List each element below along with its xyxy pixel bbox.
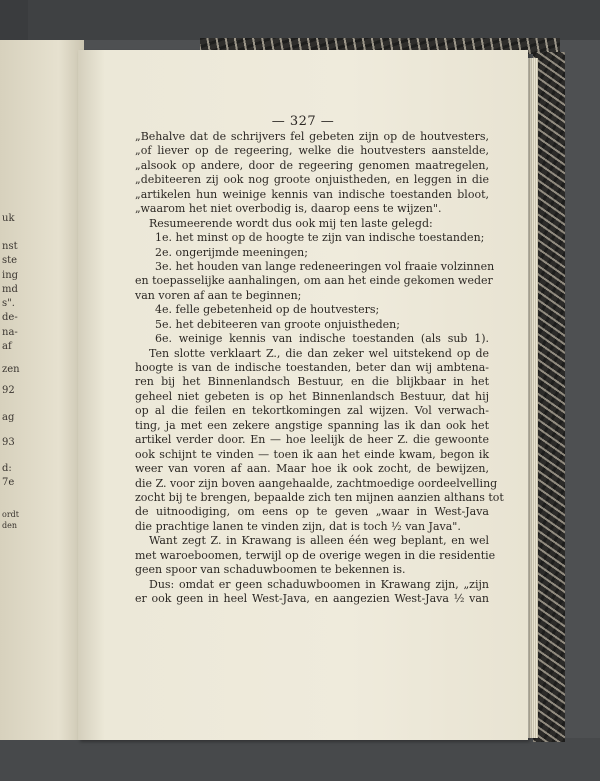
background-top	[0, 0, 600, 40]
text-line: geen spoor van schaduwboomen te bekennen is.	[135, 563, 406, 577]
text-line: artikel verder door. En — hoe leelijk de heer Z. die gewoonte	[135, 433, 489, 447]
text-line: op al die feilen en tekortkomingen zal wijzen. Vol verwach-	[135, 404, 489, 418]
left-page-fragment: 92	[2, 385, 15, 396]
left-page-fragments	[0, 40, 84, 740]
text-line: hoogte is van de indische toestanden, beter dan wij ambtena-	[135, 361, 489, 374]
text-line: ting, ja met een zekere angstige spanning las ik dan ook het	[135, 418, 489, 432]
text-line: geheel niet gebeten is op het Binnenlandsch Bestuur, dat hij	[135, 389, 489, 403]
left-page-fragment: 93	[2, 437, 15, 448]
text-line: van voren af aan te beginnen;	[135, 288, 302, 302]
text-line: 6e. weinige kennis van indische toestanden (als sub 1).	[155, 332, 489, 346]
left-page	[0, 40, 84, 740]
text-line: „waarom het niet overbodig is, daarop eens te wijzen".	[135, 202, 442, 216]
left-page-fragment: den	[2, 521, 18, 530]
left-page-fragment: uk	[2, 213, 15, 224]
text-line: weer van voren af aan. Maar hoe ik ook zocht, de bewijzen,	[135, 462, 489, 476]
text-line: Dus: omdat er geen schaduwboomen in Krawang zijn, „zijn	[149, 577, 489, 591]
text-line: de uitnoodiging, om eens op te geven „waar in West-Java	[135, 505, 489, 519]
left-page-fragment: na-	[2, 327, 18, 338]
background-bottom	[0, 738, 600, 781]
left-page-fragment: ste	[2, 255, 18, 266]
text-line: 4e. felle gebetenheid op de houtvesters;	[155, 303, 380, 317]
left-page-fragment: af	[2, 341, 12, 352]
text-line: zocht bij te brengen, bepaalde zich ten mijnen aanzien althans tot	[135, 490, 504, 504]
left-page-fragment: ing	[2, 270, 19, 281]
text-line: Resumeerende wordt dus ook mij ten laste gelegd:	[149, 216, 433, 230]
left-page-fragment: 7e	[2, 477, 15, 488]
text-line: ook schijnt te vinden — toen ik aan het einde kwam, begon ik	[135, 447, 489, 461]
left-page-fragment: md	[2, 284, 18, 295]
text-line: Ten slotte verklaart Z., die dan zeker wel uitstekend op de	[149, 346, 489, 360]
text-line: Want zegt Z. in Krawang is alleen één weg beplant, en wel	[149, 534, 489, 548]
text-line: ren bij het Binnenlandsch Bestuur, en die blijkbaar in het	[135, 375, 489, 389]
text-line: 3e. het houden van lange redeneeringen vol fraaie volzinnen	[155, 259, 495, 273]
text-line: „artikelen hun weinige kennis van indische toestanden bloot,	[135, 187, 489, 201]
text-line: die Z. voor zijn boven aangehaalde, zachtmoedige oordeelvelling	[135, 476, 498, 490]
right-page	[78, 50, 528, 740]
left-page-fragment: zen	[2, 364, 20, 375]
left-page-fragment: ordt	[2, 510, 19, 519]
body-text	[135, 130, 504, 606]
left-page-fragment: ag	[2, 412, 15, 423]
left-page-fragment: s".	[2, 298, 15, 309]
text-line: die prachtige lanen te vinden zijn, dat is toch ½ van Java".	[135, 519, 461, 533]
text-line: 2e. ongerijmde meeningen;	[155, 245, 308, 259]
text-line: „alsook op andere, door de regeering genomen maatregelen,	[135, 158, 489, 172]
text-line: 1e. het minst op de hoogte te zijn van indische toestanden;	[155, 231, 485, 245]
text-line: met waroeboomen, terwijl op de overige wegen in die residentie	[135, 548, 496, 562]
text-line: en toepasselijke aanhalingen, om aan het einde gekomen weder	[135, 274, 493, 288]
text-line: „Behalve dat de schrijvers fel gebeten zijn op de houtvesters,	[135, 130, 489, 143]
left-page-fragment: d:	[2, 463, 12, 474]
text-line: er ook geen in heel West-Java, en aangezien West-Java ½ van	[135, 592, 489, 605]
text-line: „of liever op de regeering, welke die houtvesters aanstelde,	[135, 144, 489, 158]
page-number: — 327 —	[271, 114, 335, 129]
left-page-fragment: de-	[2, 312, 18, 323]
text-line: 5e. het debiteeren van groote onjuistheden;	[155, 317, 400, 331]
text-line: „debiteeren zij ook nog groote onjuistheden, en leggen in die	[135, 173, 489, 187]
left-page-fragment: nst	[2, 241, 18, 252]
